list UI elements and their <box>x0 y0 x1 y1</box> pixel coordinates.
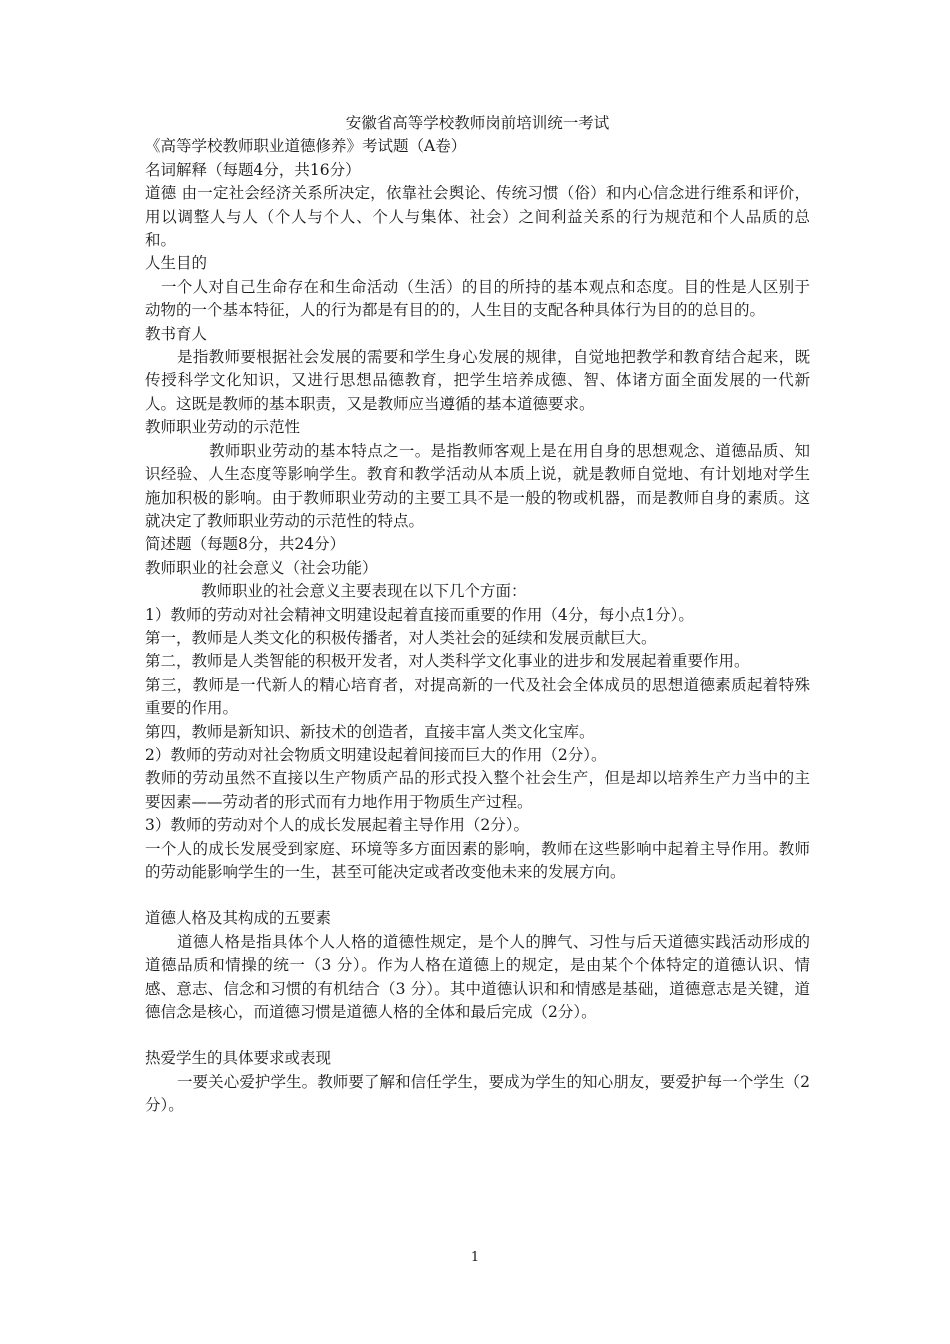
document-subtitle: 《高等学校教师职业道德修养》考试题（A卷） <box>145 137 467 156</box>
question-1-point-1b: 第二，教师是人类智能的积极开发者，对人类科学文化事业的进步和发展起着重要作用。 <box>145 652 750 671</box>
question-1-point-3: 3）教师的劳动对个人的成长发展起着主导作用（2分）。 <box>145 816 529 835</box>
definition-morality: 道德 由一定社会经济关系所决定，依靠社会舆论、传统习惯（俗）和内心信念进行维系和评价，用以调整人与人（个人与个人、个人与集体、社会）之间利益关系的行为规范和个人品质的总和。 <box>145 184 810 250</box>
question-1-point-1a: 第一，教师是人类文化的积极传播者，对人类社会的延续和发展贡献巨大。 <box>145 628 657 647</box>
document-title: 安徽省高等学校教师岗前培训统一考试 <box>345 114 610 132</box>
question-1-point-2a: 教师的劳动虽然不直接以生产物质产品的形式投入整个社会生产，但是却以培养生产力当中的主要因素——劳动者的形式而有力地作用于物质生产过程。 <box>145 769 810 811</box>
section-1-heading: 名词解释（每题4分，共16分） <box>145 160 361 179</box>
question-1-heading: 教师职业的社会意义（社会功能） <box>145 558 378 577</box>
question-1-point-1c: 第三，教师是一代新人的精心培育者，对提高新的一代及社会全体成员的思想道德素质起着特殊重要的作用。 <box>145 675 810 718</box>
question-2-answer: 道德人格是指具体个人人格的道德性规定，是个人的脾气、习性与后天道德实践活动形成的道德品质和情操的统一（3 分）。作为人格在道德上的规定，是由某个个体特定的道德认识、情感、意志、信念和习惯的有机结合（3 分）。其中道德认识和和情感是基础，道德意志是关键，道德信念是核心，而道德习惯是道德人格的全体和最后完成（2分）。 <box>145 932 810 1022</box>
spacer <box>145 1024 810 1047</box>
question-1-point-1d: 第四，教师是新知识、新技术的创造者，直接丰富人类文化宝库。 <box>145 722 595 741</box>
definition-exemplary: 教师职业劳动的基本特点之一。是指教师客观上是在用自身的思想观念、道德品质、知识经验、人生态度等影响学生。教育和教学活动从本质上说，就是教师自觉地、有计划地对学生施加积极的影响。由于教师职业劳动的主要工具不是一般的物或机器，而是教师自身的素质。这就决定了教师职业劳动的示范性的特点。 <box>145 441 810 530</box>
document-page <box>145 112 810 1118</box>
definition-life-purpose-heading: 人生目的 <box>145 254 208 273</box>
question-1-intro: 教师职业的社会意义主要表现在以下几个方面： <box>201 582 527 601</box>
question-2-heading: 道德人格及其构成的五要素 <box>145 909 332 928</box>
question-3-answer: 一要关心爱护学生。教师要了解和信任学生，要成为学生的知心朋友，要爱护每一个学生（2分）。 <box>145 1072 810 1115</box>
definition-life-purpose: 一个人对自己生命存在和生命活动（生活）的目的所持的基本观点和态度。目的性是人区别于动物的一个基本特征，人的行为都是有目的的，人生目的支配各种具体行为目的的总目的。 <box>145 277 810 320</box>
question-3-heading: 热爱学生的具体要求或表现 <box>145 1049 332 1068</box>
section-2-heading: 简述题（每题8分，共24分） <box>145 535 346 554</box>
question-1-point-1: 1）教师的劳动对社会精神文明建设起着直接而重要的作用（4分，每小点1分）。 <box>145 605 694 624</box>
question-1-point-2: 2）教师的劳动对社会物质文明建设起着间接而巨大的作用（2分）。 <box>145 745 607 764</box>
page-number: 1 <box>470 1250 480 1265</box>
definition-teaching-heading: 教书育人 <box>145 324 208 343</box>
definition-exemplary-heading: 教师职业劳动的示范性 <box>145 418 301 437</box>
definition-teaching: 是指教师要根据社会发展的需要和学生身心发展的规律，自觉地把教学和教育结合起来，既传授科学文化知识，又进行思想品德教育，把学生培养成德、智、体诸方面全面发展的一代新人。这既是教师的基本职责，又是教师应当遵循的基本道德要求。 <box>145 348 810 413</box>
spacer <box>145 884 810 907</box>
question-1-point-3a: 一个人的成长发展受到家庭、环境等多方面因素的影响，教师在这些影响中起着主导作用。教师的劳动能影响学生的一生，甚至可能决定或者改变他未来的发展方向。 <box>145 839 810 881</box>
